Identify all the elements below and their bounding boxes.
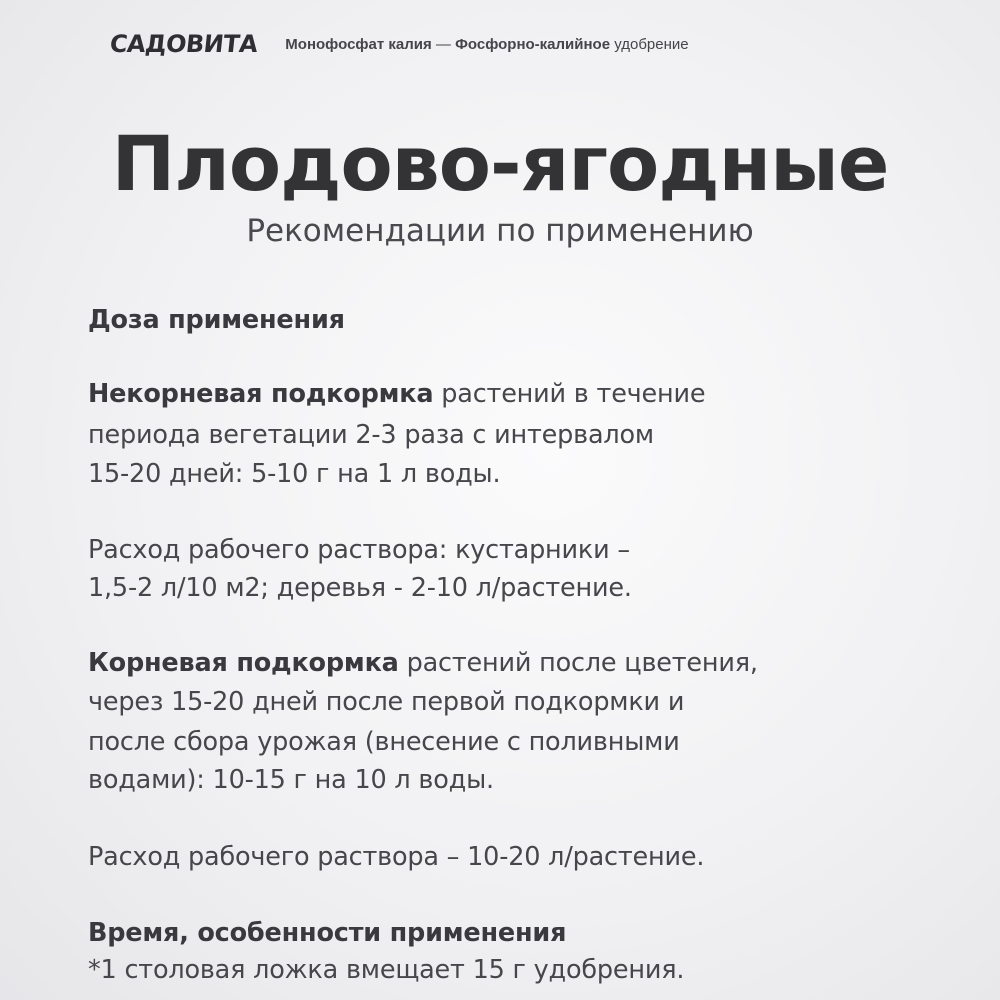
foliar-line-1 [88,379,705,410]
tagline-separator: — [431,35,456,53]
page-title: Плодово-ягодные [111,119,889,208]
consumption-1-line-2: 1,5-2 л/10 м2; деревья - 2-10 л/растение. [88,573,632,603]
root-line-1 [88,648,758,679]
foliar-line-1-rest: растений в течение [433,379,706,409]
spoon-note: *1 столовая ложка вмещает 15 г удобрения. [88,955,685,985]
root-line-3: после сбора урожая (внесение с поливными [88,727,680,757]
root-line-4: водами): 10-15 г на 10 л воды. [88,765,494,795]
consumption-2-line-1: Расход рабочего раствора – 10-20 л/растение. [88,842,705,872]
section-heading-dose: Доза применения [88,305,345,335]
section-heading-time: Время, особенности применения [88,918,567,948]
root-feeding-term: Корневая подкормка [88,648,399,678]
tagline-product-name: Монофосфат калия [285,35,432,53]
foliar-line-2: периода вегетации 2-3 раза с интервалом [88,420,654,450]
foliar-feeding-term: Некорневая подкормка [88,379,434,409]
root-line-1-rest: растений после цветения, [398,648,758,678]
foliar-line-3: 15-20 дней: 5-10 г на 1 л воды. [88,459,501,489]
tagline-suffix: удобрение [610,35,689,53]
root-line-2: через 15-20 дней после первой подкормки и [88,687,685,717]
tagline-fertilizer-type: Фосфорно-калийное [455,35,611,53]
consumption-1-line-1: Расход рабочего раствора: кустарники – [88,535,630,565]
page-subtitle: Рекомендации по применению [246,213,754,249]
brand-logo: САДОВИТА [108,30,259,58]
header [110,24,689,64]
product-tagline [285,36,688,53]
